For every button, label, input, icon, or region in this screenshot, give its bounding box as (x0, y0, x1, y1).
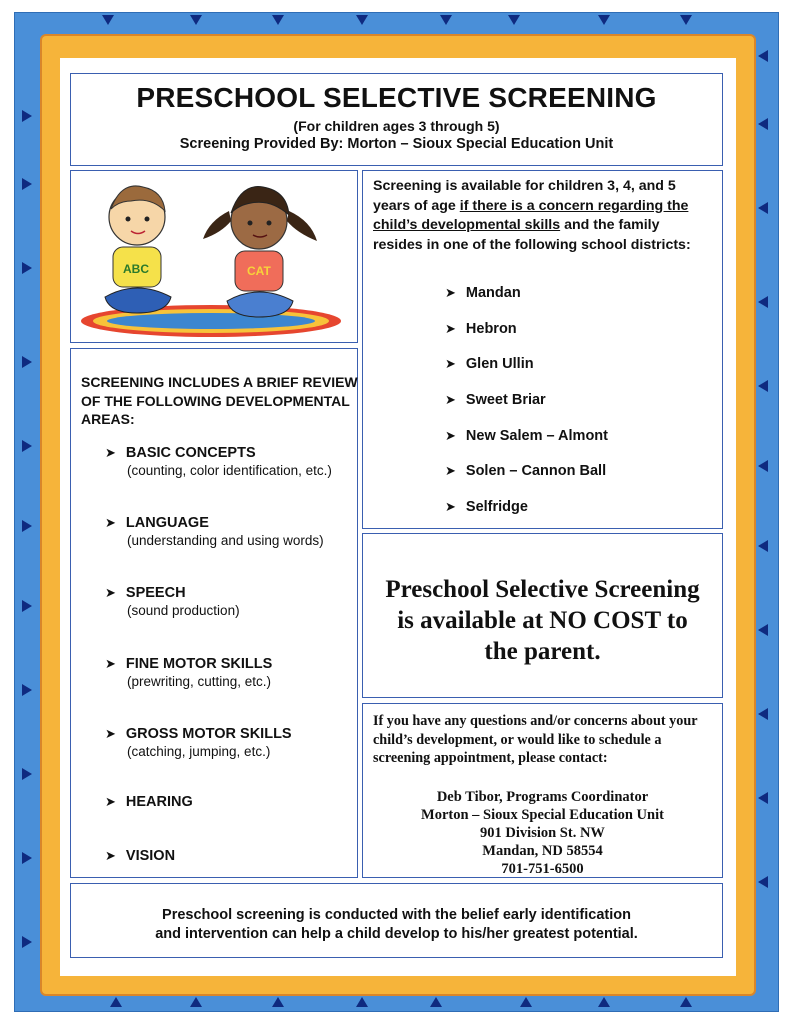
illustration-box (70, 170, 358, 343)
border-triangle-icon (22, 262, 32, 274)
border-triangle-icon (758, 708, 768, 720)
border-triangle-icon (508, 15, 520, 25)
border-triangle-icon (758, 202, 768, 214)
border-triangle-icon (758, 624, 768, 636)
letters-abc: ABC (123, 262, 149, 276)
district-item: ➤ Solen – Cannon Ball (445, 463, 607, 479)
border-triangle-icon (190, 997, 202, 1007)
letters-cat: CAT (247, 264, 271, 278)
provider-line: Screening Provided By: Morton – Sioux Special Education Unit (179, 136, 614, 152)
contact-phone: 701-751-6500 (501, 861, 584, 877)
areas-box (70, 348, 358, 878)
eligibility-intro: Screening is available for children 3, 4, and 5 years of age if there is a concern regarding the child’s developmental skills and the family resides in one of the following school districts: (373, 178, 691, 253)
district-item: ➤ Selfridge (445, 499, 528, 515)
border-triangle-icon (440, 15, 452, 25)
area-item: ➤ HEARING (105, 794, 193, 810)
border-triangle-icon (356, 997, 368, 1007)
border-triangle-icon (758, 118, 768, 130)
border-triangle-icon (22, 110, 32, 122)
border-triangle-icon (190, 15, 202, 25)
border-triangle-icon (22, 520, 32, 532)
girl-figure (203, 187, 317, 317)
cost-box (362, 533, 723, 698)
contact-details (363, 788, 722, 878)
border-triangle-icon (272, 997, 284, 1007)
border-triangle-icon (272, 15, 284, 25)
district-item: ➤ Glen Ullin (445, 356, 534, 372)
district-item: ➤ Hebron (445, 321, 517, 337)
border-triangle-icon (758, 296, 768, 308)
border-triangle-icon (22, 440, 32, 452)
area-item: ➤ SPEECH (sound production) (105, 585, 240, 618)
border-triangle-icon (680, 15, 692, 25)
border-triangle-icon (520, 997, 532, 1007)
border-triangle-icon (22, 852, 32, 864)
border-triangle-icon (598, 997, 610, 1007)
district-item: ➤ Sweet Briar (445, 392, 546, 408)
border-triangle-icon (356, 15, 368, 25)
border-triangle-icon (22, 356, 32, 368)
border-triangle-icon (110, 997, 122, 1007)
border-triangle-icon (22, 600, 32, 612)
concern-emphasis: if there is a concern regarding the child’s developmental skills (373, 197, 689, 233)
page-title: PRESCHOOL SELECTIVE SCREENING (136, 82, 657, 113)
contact-city: Mandan, ND 58554 (482, 843, 603, 859)
children-illustration (71, 171, 357, 342)
contact-name: Deb Tibor, Programs Coordinator (436, 789, 649, 805)
border-triangle-icon (758, 380, 768, 392)
district-item: ➤ Mandan (445, 285, 521, 301)
border-triangle-icon (758, 50, 768, 62)
eligibility-box (362, 170, 723, 529)
border-triangle-icon (102, 15, 114, 25)
contact-intro: If you have any questions and/or concerns about your child’s development, or would like to schedule a screening appointment, please contact: (373, 713, 698, 766)
border-triangle-icon (22, 684, 32, 696)
area-item: ➤ GROSS MOTOR SKILLS (catching, jumping, etc.) (105, 726, 292, 759)
area-item: ➤ BASIC CONCEPTS (counting, color identification, etc.) (105, 445, 332, 478)
border-triangle-icon (430, 997, 442, 1007)
areas-heading: SCREENING INCLUDES A BRIEF REVIEW OF THE FOLLOWING DEVELOPMENTAL AREAS: (81, 374, 358, 427)
border-triangle-icon (758, 540, 768, 552)
contact-street: 901 Division St. NW (480, 825, 605, 841)
header-box (70, 73, 723, 166)
border-triangle-icon (758, 876, 768, 888)
boy-figure (105, 186, 171, 313)
border-triangle-icon (758, 792, 768, 804)
border-triangle-icon (758, 460, 768, 472)
border-triangle-icon (598, 15, 610, 25)
area-item: ➤ VISION (105, 848, 176, 864)
border-triangle-icon (22, 768, 32, 780)
footer-box (70, 883, 723, 958)
age-range: (For children ages 3 through 5) (293, 118, 500, 134)
border-triangle-icon (680, 997, 692, 1007)
contact-org: Morton – Sioux Special Education Unit (421, 807, 664, 823)
contact-box (362, 703, 723, 878)
no-cost-statement: Preschool Selective Screening is available at NO COST to the parent. (385, 576, 700, 665)
border-triangle-icon (22, 936, 32, 948)
district-item: ➤ New Salem – Almont (445, 428, 608, 444)
area-item: ➤ FINE MOTOR SKILLS (prewriting, cutting, etc.) (105, 656, 273, 689)
footer-statement: Preschool screening is conducted with the belief early identification and intervention can help a child develop to his/her greatest potential. (155, 907, 638, 942)
border-triangle-icon (22, 178, 32, 190)
area-item: ➤ LANGUAGE (understanding and using words) (105, 515, 324, 548)
